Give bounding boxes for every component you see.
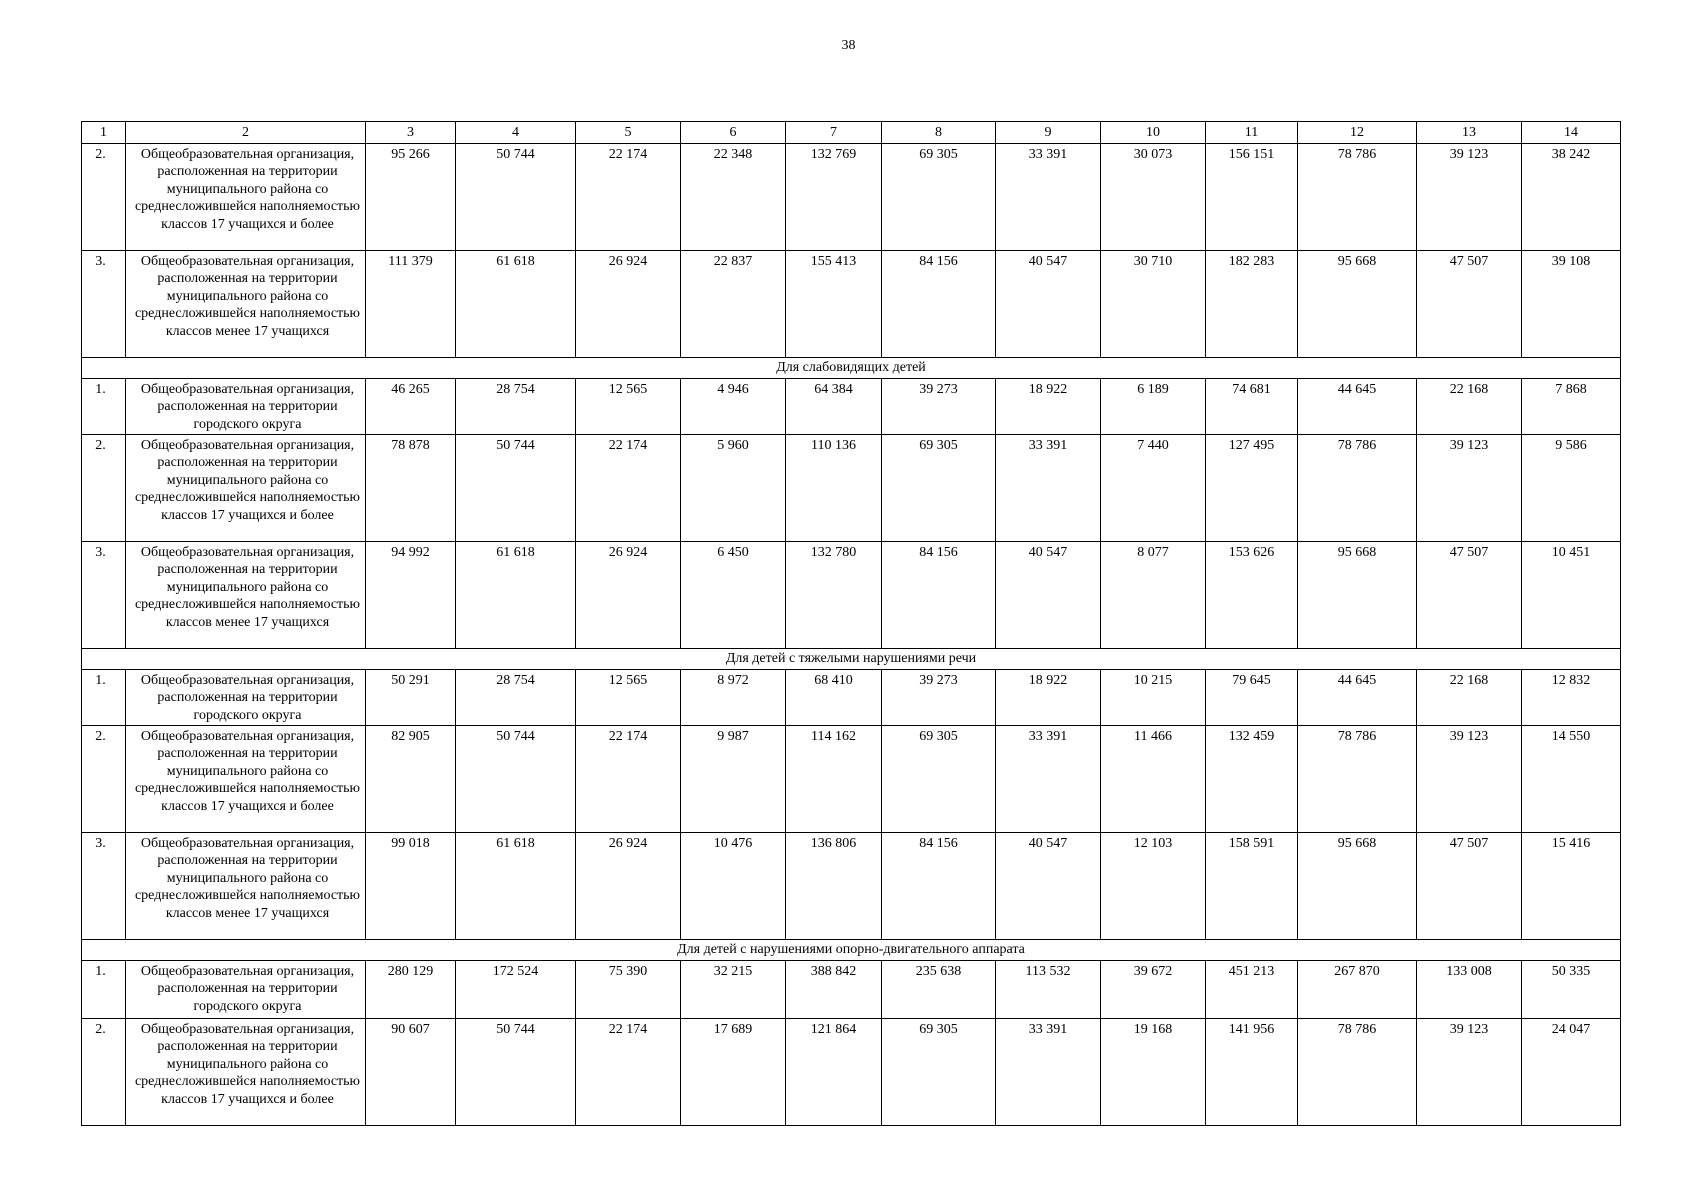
value-cell: 18 922: [996, 379, 1101, 435]
value-cell: 12 832: [1522, 670, 1621, 726]
organization-name: Общеобразовательная организация, расположенная на территории муниципального района со среднесложившейся наполняемостью классов менее 17 учащихся: [126, 833, 366, 940]
table-row: [82, 379, 1621, 435]
value-cell: 12 565: [576, 670, 681, 726]
value-cell: 50 744: [456, 144, 576, 251]
value-cell: 132 769: [786, 144, 882, 251]
value-cell: 153 626: [1206, 542, 1298, 649]
value-cell: 79 645: [1206, 670, 1298, 726]
column-number-row: [82, 122, 1621, 144]
value-cell: 22 174: [576, 1019, 681, 1126]
value-cell: 47 507: [1417, 833, 1522, 940]
value-cell: 33 391: [996, 726, 1101, 833]
value-cell: 39 123: [1417, 435, 1522, 542]
value-cell: 40 547: [996, 542, 1101, 649]
column-number-cell: 14: [1522, 122, 1621, 144]
value-cell: 78 786: [1298, 435, 1417, 542]
row-number: 3.: [82, 542, 126, 649]
value-cell: 39 273: [882, 379, 996, 435]
value-cell: 50 744: [456, 435, 576, 542]
value-cell: 22 174: [576, 726, 681, 833]
value-cell: 19 168: [1101, 1019, 1206, 1126]
value-cell: 8 972: [681, 670, 786, 726]
value-cell: 267 870: [1298, 961, 1417, 1019]
section-header-row: [82, 649, 1621, 670]
organization-name: Общеобразовательная организация, расположенная на территории муниципального района со среднесложившейся наполняемостью классов менее 17 учащихся: [126, 251, 366, 358]
value-cell: 17 689: [681, 1019, 786, 1126]
value-cell: 132 780: [786, 542, 882, 649]
value-cell: 68 410: [786, 670, 882, 726]
table-row: [82, 833, 1621, 940]
organization-name: Общеобразовательная организация, расположенная на территории муниципального района со среднесложившейся наполняемостью классов 17 учащихся и более: [126, 726, 366, 833]
value-cell: 95 668: [1298, 542, 1417, 649]
value-cell: 78 786: [1298, 726, 1417, 833]
value-cell: 74 681: [1206, 379, 1298, 435]
value-cell: 6 189: [1101, 379, 1206, 435]
value-cell: 69 305: [882, 144, 996, 251]
table-row: [82, 435, 1621, 542]
value-cell: 39 123: [1417, 144, 1522, 251]
section-title: Для слабовидящих детей: [82, 358, 1621, 379]
row-number: 1.: [82, 670, 126, 726]
value-cell: 50 335: [1522, 961, 1621, 1019]
organization-name: Общеобразовательная организация, расположенная на территории муниципального района со среднесложившейся наполняемостью классов 17 учащихся и более: [126, 144, 366, 251]
column-number-cell: 2: [126, 122, 366, 144]
section-header-row: [82, 358, 1621, 379]
value-cell: 39 123: [1417, 1019, 1522, 1126]
value-cell: 28 754: [456, 670, 576, 726]
organization-name: Общеобразовательная организация, расположенная на территории муниципального района со среднесложившейся наполняемостью классов 17 учащихся и более: [126, 435, 366, 542]
budget-table: [81, 121, 1621, 1126]
value-cell: 61 618: [456, 251, 576, 358]
value-cell: 39 273: [882, 670, 996, 726]
value-cell: 26 924: [576, 542, 681, 649]
value-cell: 15 416: [1522, 833, 1621, 940]
value-cell: 113 532: [996, 961, 1101, 1019]
value-cell: 182 283: [1206, 251, 1298, 358]
value-cell: 94 992: [366, 542, 456, 649]
value-cell: 44 645: [1298, 379, 1417, 435]
row-number: 3.: [82, 833, 126, 940]
value-cell: 90 607: [366, 1019, 456, 1126]
value-cell: 78 878: [366, 435, 456, 542]
value-cell: 64 384: [786, 379, 882, 435]
value-cell: 28 754: [456, 379, 576, 435]
value-cell: 61 618: [456, 542, 576, 649]
section-title: Для детей с тяжелыми нарушениями речи: [82, 649, 1621, 670]
value-cell: 7 868: [1522, 379, 1621, 435]
value-cell: 30 073: [1101, 144, 1206, 251]
table-row: [82, 670, 1621, 726]
column-number-cell: 12: [1298, 122, 1417, 144]
value-cell: 24 047: [1522, 1019, 1621, 1126]
value-cell: 111 379: [366, 251, 456, 358]
value-cell: 5 960: [681, 435, 786, 542]
table-row: [82, 961, 1621, 1019]
table-row: [82, 542, 1621, 649]
table-row: [82, 251, 1621, 358]
value-cell: 8 077: [1101, 542, 1206, 649]
organization-name: Общеобразовательная организация, расположенная на территории городского округа: [126, 379, 366, 435]
value-cell: 46 265: [366, 379, 456, 435]
value-cell: 50 744: [456, 1019, 576, 1126]
value-cell: 69 305: [882, 435, 996, 542]
section-header-row: [82, 940, 1621, 961]
value-cell: 127 495: [1206, 435, 1298, 542]
column-number-cell: 5: [576, 122, 681, 144]
value-cell: 9 586: [1522, 435, 1621, 542]
value-cell: 78 786: [1298, 144, 1417, 251]
value-cell: 84 156: [882, 251, 996, 358]
value-cell: 114 162: [786, 726, 882, 833]
value-cell: 50 291: [366, 670, 456, 726]
value-cell: 39 672: [1101, 961, 1206, 1019]
row-number: 3.: [82, 251, 126, 358]
value-cell: 82 905: [366, 726, 456, 833]
section-title: Для детей с нарушениями опорно-двигательного аппарата: [82, 940, 1621, 961]
page-number: 38: [841, 38, 856, 53]
value-cell: 22 168: [1417, 670, 1522, 726]
value-cell: 141 956: [1206, 1019, 1298, 1126]
value-cell: 26 924: [576, 833, 681, 940]
value-cell: 40 547: [996, 251, 1101, 358]
value-cell: 84 156: [882, 833, 996, 940]
value-cell: 11 466: [1101, 726, 1206, 833]
value-cell: 388 842: [786, 961, 882, 1019]
value-cell: 451 213: [1206, 961, 1298, 1019]
value-cell: 47 507: [1417, 251, 1522, 358]
column-number-cell: 4: [456, 122, 576, 144]
value-cell: 84 156: [882, 542, 996, 649]
value-cell: 6 450: [681, 542, 786, 649]
value-cell: 172 524: [456, 961, 576, 1019]
column-number-cell: 1: [82, 122, 126, 144]
value-cell: 32 215: [681, 961, 786, 1019]
column-number-cell: 11: [1206, 122, 1298, 144]
value-cell: 132 459: [1206, 726, 1298, 833]
value-cell: 280 129: [366, 961, 456, 1019]
row-number: 2.: [82, 1019, 126, 1126]
column-number-cell: 8: [882, 122, 996, 144]
value-cell: 10 476: [681, 833, 786, 940]
row-number: 2.: [82, 144, 126, 251]
value-cell: 47 507: [1417, 542, 1522, 649]
value-cell: 50 744: [456, 726, 576, 833]
value-cell: 69 305: [882, 1019, 996, 1126]
row-number: 2.: [82, 726, 126, 833]
value-cell: 158 591: [1206, 833, 1298, 940]
value-cell: 22 174: [576, 435, 681, 542]
value-cell: 121 864: [786, 1019, 882, 1126]
organization-name: Общеобразовательная организация, расположенная на территории муниципального района со среднесложившейся наполняемостью классов 17 учащихся и более: [126, 1019, 366, 1126]
value-cell: 22 837: [681, 251, 786, 358]
value-cell: 26 924: [576, 251, 681, 358]
value-cell: 33 391: [996, 1019, 1101, 1126]
value-cell: 4 946: [681, 379, 786, 435]
value-cell: 156 151: [1206, 144, 1298, 251]
row-number: 2.: [82, 435, 126, 542]
value-cell: 95 668: [1298, 833, 1417, 940]
column-number-cell: 9: [996, 122, 1101, 144]
value-cell: 40 547: [996, 833, 1101, 940]
value-cell: 10 215: [1101, 670, 1206, 726]
table-body: [82, 122, 1621, 1126]
value-cell: 22 174: [576, 144, 681, 251]
column-number-cell: 7: [786, 122, 882, 144]
row-number: 1.: [82, 379, 126, 435]
value-cell: 69 305: [882, 726, 996, 833]
value-cell: 30 710: [1101, 251, 1206, 358]
value-cell: 133 008: [1417, 961, 1522, 1019]
value-cell: 12 103: [1101, 833, 1206, 940]
organization-name: Общеобразовательная организация, расположенная на территории муниципального района со среднесложившейся наполняемостью классов менее 17 учащихся: [126, 542, 366, 649]
value-cell: 39 108: [1522, 251, 1621, 358]
value-cell: 75 390: [576, 961, 681, 1019]
value-cell: 9 987: [681, 726, 786, 833]
value-cell: 44 645: [1298, 670, 1417, 726]
value-cell: 136 806: [786, 833, 882, 940]
value-cell: 155 413: [786, 251, 882, 358]
value-cell: 78 786: [1298, 1019, 1417, 1126]
value-cell: 12 565: [576, 379, 681, 435]
table-row: [82, 144, 1621, 251]
column-number-cell: 13: [1417, 122, 1522, 144]
value-cell: 99 018: [366, 833, 456, 940]
value-cell: 10 451: [1522, 542, 1621, 649]
column-number-cell: 10: [1101, 122, 1206, 144]
organization-name: Общеобразовательная организация, расположенная на территории городского округа: [126, 670, 366, 726]
value-cell: 33 391: [996, 435, 1101, 542]
value-cell: 7 440: [1101, 435, 1206, 542]
organization-name: Общеобразовательная организация, расположенная на территории городского округа: [126, 961, 366, 1019]
value-cell: 14 550: [1522, 726, 1621, 833]
table-row: [82, 726, 1621, 833]
value-cell: 33 391: [996, 144, 1101, 251]
value-cell: 22 168: [1417, 379, 1522, 435]
value-cell: 39 123: [1417, 726, 1522, 833]
row-number: 1.: [82, 961, 126, 1019]
value-cell: 22 348: [681, 144, 786, 251]
column-number-cell: 3: [366, 122, 456, 144]
value-cell: 95 266: [366, 144, 456, 251]
value-cell: 18 922: [996, 670, 1101, 726]
column-number-cell: 6: [681, 122, 786, 144]
value-cell: 61 618: [456, 833, 576, 940]
value-cell: 110 136: [786, 435, 882, 542]
value-cell: 38 242: [1522, 144, 1621, 251]
value-cell: 95 668: [1298, 251, 1417, 358]
table-row: [82, 1019, 1621, 1126]
value-cell: 235 638: [882, 961, 996, 1019]
